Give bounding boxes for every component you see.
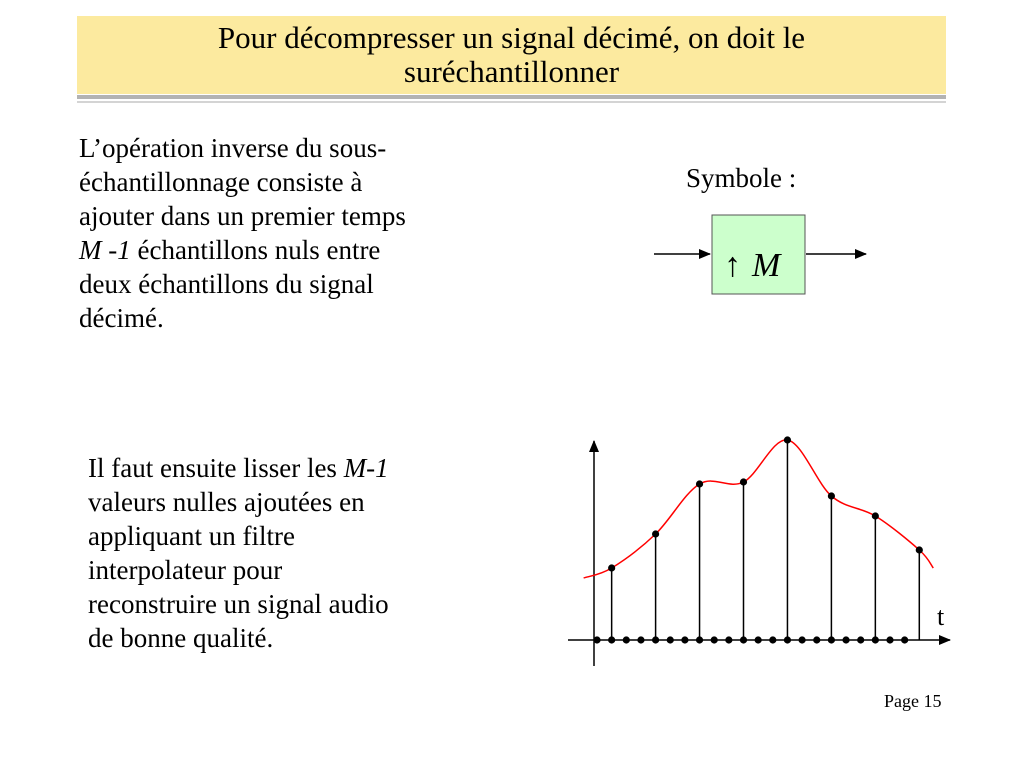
zero-sample-dot	[755, 636, 762, 643]
text-line: de bonne qualité.	[88, 623, 274, 653]
sample-dot	[608, 564, 615, 571]
slide-title-line1: Pour décompresser un signal décimé, on doit le	[217, 20, 806, 55]
zero-sample-dot	[711, 636, 718, 643]
upsampled-signal-plot	[568, 436, 950, 666]
zero-sample-dot	[740, 636, 747, 643]
text-italic-m-minus-1: M -1	[79, 235, 131, 265]
text-line: deux échantillons du signal	[79, 269, 374, 299]
zero-sample-dot	[857, 636, 864, 643]
text-italic-m-1: M-1	[343, 453, 389, 483]
text-line: décimé.	[79, 303, 164, 333]
upsampling-factor-m: M	[752, 247, 781, 284]
symbol-label: Symbole :	[686, 163, 797, 193]
zero-sample-dot	[623, 636, 630, 643]
zero-sample-dot	[696, 636, 703, 643]
text-line: échantillons nuls entre	[130, 235, 381, 265]
zero-sample-dot	[799, 636, 806, 643]
page-number: Page 15	[884, 691, 942, 711]
sample-dot	[740, 478, 747, 485]
zero-sample-dot	[608, 636, 615, 643]
zero-sample-dot	[828, 636, 835, 643]
sample-dot	[872, 512, 879, 519]
zero-sample-dot	[901, 636, 908, 643]
sample-dot	[696, 480, 703, 487]
zero-sample-dot	[652, 636, 659, 643]
zero-sample-dot	[784, 636, 791, 643]
slide-title-line2: suréchantillonner	[403, 54, 620, 89]
zero-sample-dot	[769, 636, 776, 643]
zero-sample-dot	[842, 636, 849, 643]
interpolated-curve	[584, 440, 934, 578]
text-line: Il faut ensuite lisser les	[88, 453, 344, 483]
zero-sample-dot	[681, 636, 688, 643]
sample-dot	[652, 530, 659, 537]
zero-sample-dot	[593, 636, 600, 643]
text-line: L’opération inverse du sous-	[79, 133, 387, 163]
sample-dot	[916, 546, 923, 553]
zero-sample-dot	[813, 636, 820, 643]
time-axis-label: t	[937, 602, 945, 631]
zero-sample-dot	[886, 636, 893, 643]
sample-dot	[828, 492, 835, 499]
zero-sample-dot	[667, 636, 674, 643]
text-line: appliquant un filtre	[88, 521, 295, 551]
text-line: valeurs nulles ajoutées en	[88, 487, 365, 517]
text-line: échantillonnage consiste à	[79, 167, 363, 197]
upsampler-symbol	[654, 215, 866, 294]
up-arrow-glyph: ↑	[724, 247, 741, 284]
sample-stems	[608, 436, 923, 640]
zero-sample-dot	[872, 636, 879, 643]
zero-sample-dot	[725, 636, 732, 643]
zero-sample-dot	[637, 636, 644, 643]
text-line: reconstruire un signal audio	[88, 589, 389, 619]
text-line: ajouter dans un premier temps	[79, 201, 406, 231]
sample-dot	[784, 436, 791, 443]
text-line: interpolateur pour	[88, 555, 283, 585]
